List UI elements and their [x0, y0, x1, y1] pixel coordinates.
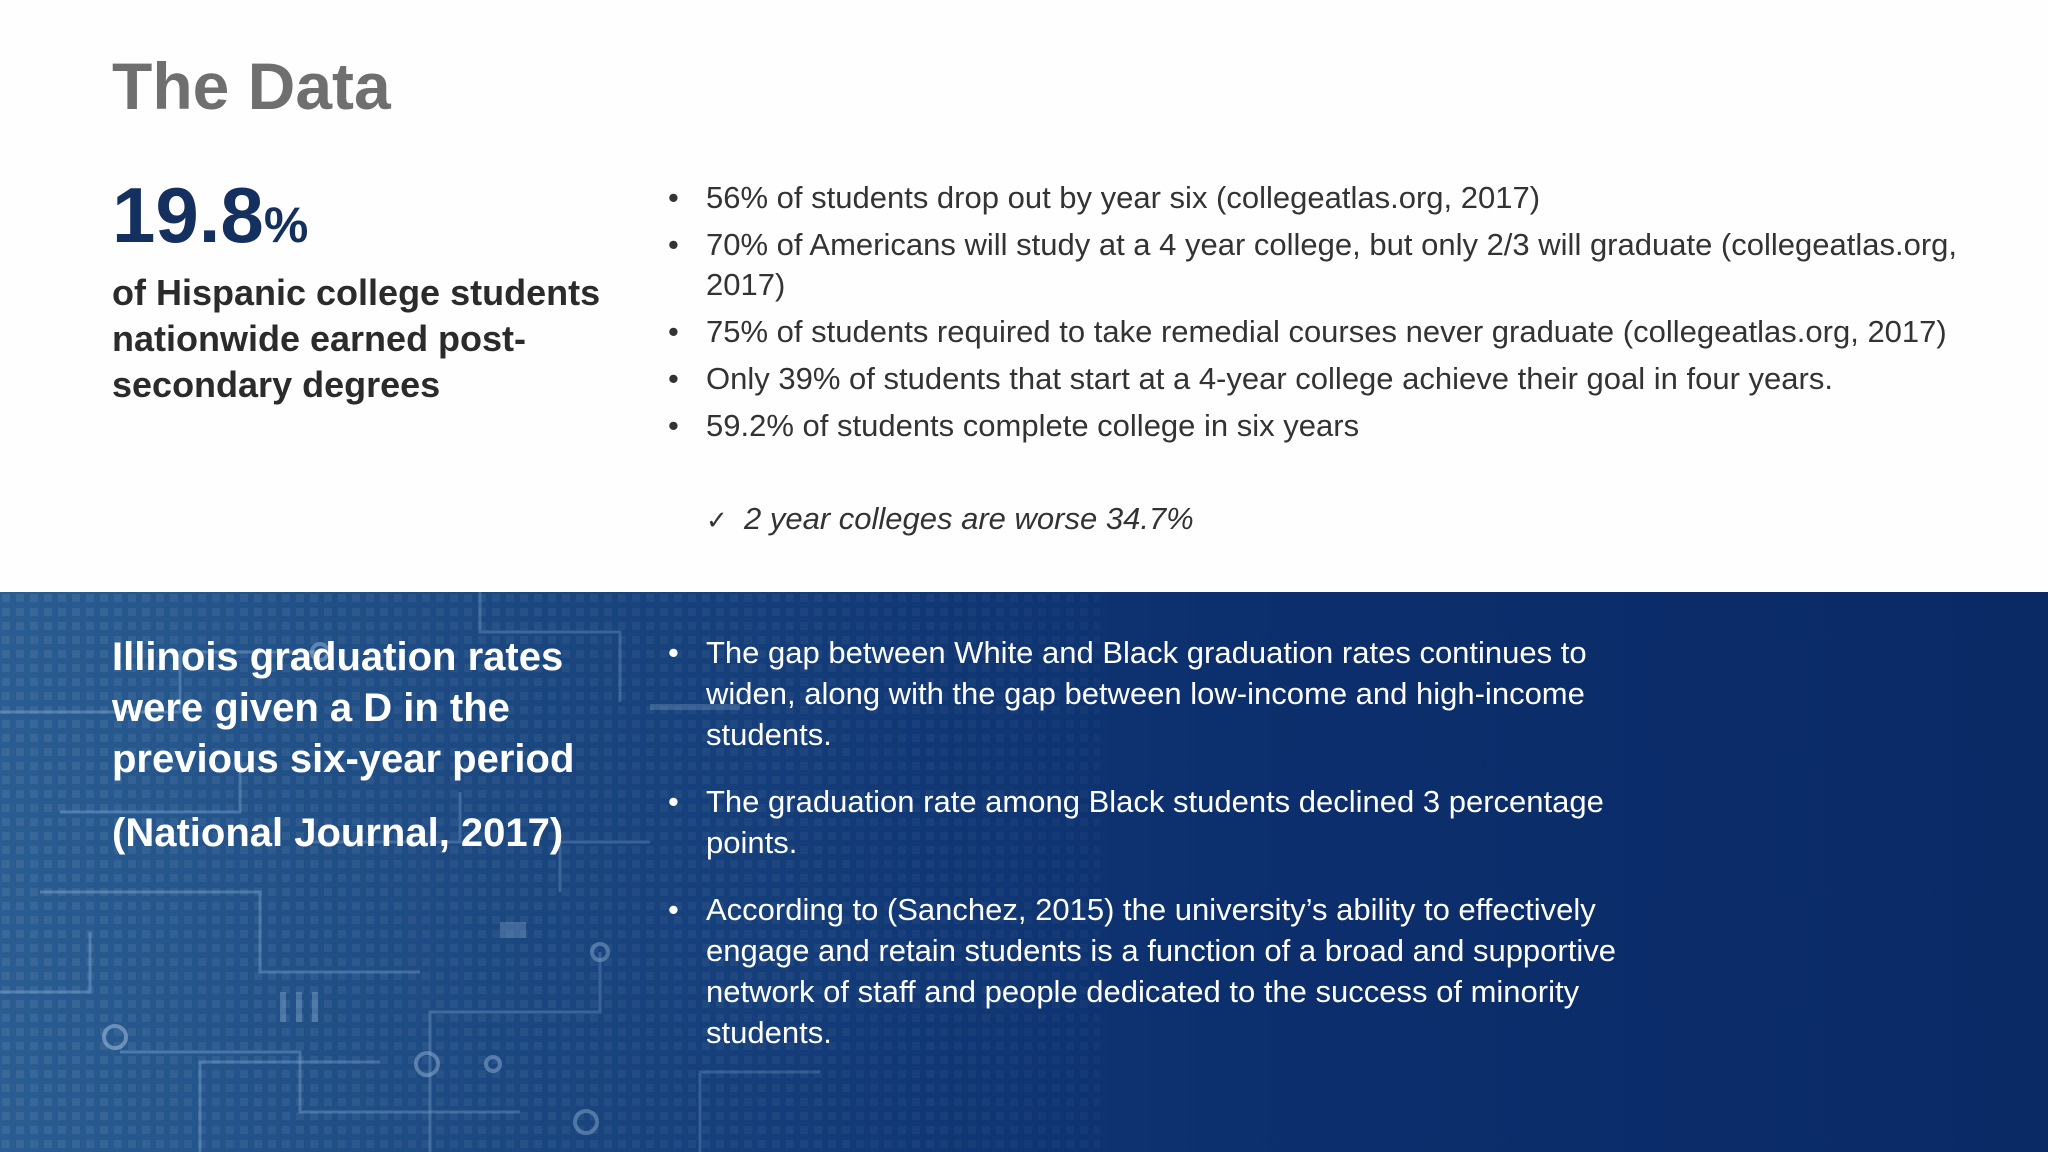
stat-caption: of Hispanic college students nationwide earned post-secondary degrees	[112, 272, 601, 405]
bullet-icon: •	[668, 784, 679, 819]
stat-number: 19.8	[112, 171, 264, 259]
list-item-text: 56% of students drop out by year six (collegeatlas.org, 2017)	[706, 180, 1541, 215]
bottom-section	[0, 592, 2048, 1152]
bullet-icon: •	[668, 180, 679, 215]
list-item-text: 75% of students required to take remedial courses never graduate (collegeatlas.org, 2017)	[706, 314, 1947, 349]
list-item	[668, 632, 1628, 755]
list-item-text: The gap between White and Black graduation rates continues to widen, along with the gap between low-income and high-income students.	[706, 635, 1587, 752]
list-item-text: The graduation rate among Black students declined 3 percentage points.	[706, 784, 1604, 860]
list-item-text: According to (Sanchez, 2015) the university’s ability to effectively engage and retain students is a function of a broad and supportive network of staff and people dedicated to the success of minority students.	[706, 892, 1616, 1050]
stat-highlight	[112, 170, 308, 283]
bullet-icon: •	[668, 892, 679, 927]
bullet-icon: •	[668, 635, 679, 670]
bullet-icon: •	[668, 361, 679, 396]
illinois-heading: Illinois graduation rates were given a D in the previous six-year period	[112, 635, 575, 781]
list-item-text: Only 39% of students that start at a 4-year college achieve their goal in four years.	[706, 361, 1833, 396]
bullet-icon: •	[668, 314, 679, 349]
list-item	[668, 178, 2008, 218]
list-item-text: 59.2% of students complete college in six years	[706, 408, 1360, 443]
slide-title: The Data	[112, 49, 391, 123]
list-item	[668, 781, 1628, 863]
list-item	[668, 406, 2008, 446]
list-item	[668, 359, 2008, 399]
bullet-icon: •	[668, 227, 679, 262]
list-item	[668, 312, 2008, 352]
list-item	[668, 889, 1628, 1053]
sub-bullet-text: 2 year colleges are worse 34.7%	[744, 501, 1194, 536]
bullet-icon: •	[668, 408, 679, 443]
bottom-bullet-list	[668, 632, 1628, 1079]
check-icon: ✓	[706, 505, 728, 535]
list-item	[668, 225, 2008, 305]
top-bullet-list	[668, 178, 2008, 453]
sub-bullet	[706, 498, 1194, 541]
illinois-source: (National Journal, 2017)	[112, 811, 564, 855]
stat-unit: %	[263, 197, 309, 253]
list-item-text: 70% of Americans will study at a 4 year college, but only 2/3 will graduate (collegeatlas.org, 2017)	[706, 227, 1958, 302]
